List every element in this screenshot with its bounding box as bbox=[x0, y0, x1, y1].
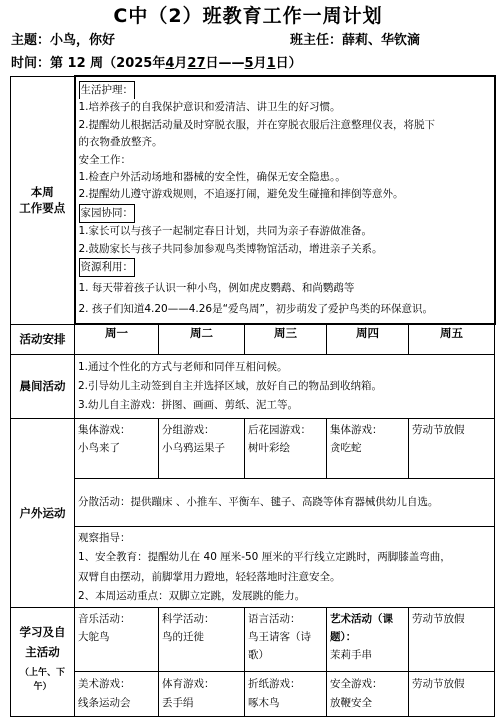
study-name: 鸟王请客（诗 bbox=[248, 630, 311, 643]
study-title-cont: 题）： bbox=[330, 630, 357, 643]
day-wednesday: 周三 bbox=[245, 324, 327, 354]
focus-line: 家园协同： bbox=[79, 204, 491, 223]
day-thursday: 周四 bbox=[327, 324, 409, 354]
outdoor-game-4 bbox=[327, 418, 409, 478]
study-title: 折纸游戏： bbox=[248, 677, 301, 690]
study-cell-2-3 bbox=[245, 671, 327, 716]
end-month: 5 bbox=[244, 56, 254, 71]
outdoor-scatter bbox=[75, 478, 495, 526]
day-friday: 周五 bbox=[409, 324, 495, 354]
start-month: 4 bbox=[165, 56, 175, 71]
outdoor-game-5 bbox=[409, 418, 495, 478]
focus-line: 生活护理： bbox=[79, 81, 491, 99]
teacher-label: 班主任： bbox=[290, 33, 343, 48]
study-name: 丢手绢 bbox=[162, 696, 194, 709]
focus-line: 2.鼓励家长与孩子共同参加参观鸟类博物馆活动，增进亲子关系。 bbox=[78, 242, 383, 255]
study-title: 音乐活动： bbox=[78, 612, 131, 625]
study-label-line-4: 午） bbox=[33, 681, 52, 692]
outdoor-game-2 bbox=[159, 418, 245, 478]
study-label-line-3: （上午、下 bbox=[19, 667, 65, 678]
study-cell-2-4 bbox=[327, 671, 409, 716]
day-tuesday: 周二 bbox=[159, 324, 245, 354]
theme-label: 主题： bbox=[11, 33, 51, 48]
game-title: 分组游戏： bbox=[162, 423, 215, 436]
focus-line: 1.培养孩子的自我保护意识和爱清洁、讲卫生的好习惯。 bbox=[78, 101, 341, 114]
study-name: 鸟的迁徙 bbox=[162, 630, 204, 643]
focus-line: 安全工作： bbox=[78, 153, 131, 166]
outdoor-games-row bbox=[11, 418, 495, 478]
study-label-line-1: 学习及自 bbox=[19, 624, 66, 639]
theme-line bbox=[11, 29, 115, 48]
focus-line: 2.提醒幼儿遵守游戏规则，不追逐打闹，避免发生碰撞和摔倒等意外。 bbox=[78, 188, 404, 201]
theme-value: 小鸟，你好 bbox=[50, 33, 116, 48]
start-day: 27 bbox=[187, 56, 206, 71]
observe-line: 观察指导： bbox=[78, 531, 131, 544]
game-name: 贪吃蛇 bbox=[330, 441, 362, 454]
time-label: 时间： bbox=[11, 56, 51, 71]
study-title: 安全游戏： bbox=[330, 677, 383, 690]
teacher-value: 薛莉、华钦滴 bbox=[342, 33, 421, 48]
study-title: 体育游戏： bbox=[162, 677, 215, 690]
schedule-label: 活动安排 bbox=[11, 324, 75, 354]
study-label-line-2: 主活动 bbox=[25, 644, 60, 659]
month-char-1: 月 bbox=[174, 56, 188, 71]
focus-label-line-2: 工作要点 bbox=[19, 201, 66, 215]
outdoor-observe bbox=[75, 526, 495, 607]
study-cell-1-2 bbox=[159, 607, 245, 671]
outdoor-observe-row bbox=[11, 526, 495, 607]
study-row-2 bbox=[11, 671, 495, 716]
outdoor-scatter-row bbox=[11, 478, 495, 526]
focus-label bbox=[11, 76, 75, 324]
study-title: 科学活动： bbox=[162, 612, 215, 625]
game-title: 集体游戏： bbox=[330, 423, 383, 436]
morning-row bbox=[11, 354, 495, 418]
focus-content bbox=[75, 76, 495, 324]
study-name: 啄木鸟 bbox=[248, 696, 280, 709]
focus-line: 资源利用： bbox=[79, 258, 491, 277]
observe-line: 1、安全教育：提醒幼儿在 40 厘米-50 厘米的平行线立定跳时，两脚膝盖弯曲， bbox=[78, 551, 451, 563]
study-cell-2-2 bbox=[159, 671, 245, 716]
game-name: 小乌鸦运果子 bbox=[162, 441, 225, 454]
study-title: 艺术活动（课 bbox=[330, 612, 393, 625]
focus-line: 2.提醒幼儿根据活动量及时穿脱衣服，并在穿脱衣服后注意整理仪表，将脱下 bbox=[78, 118, 436, 131]
study-title: 语言活动： bbox=[248, 612, 301, 625]
study-row-1 bbox=[11, 607, 495, 671]
day-monday: 周一 bbox=[75, 324, 159, 354]
morning-line: 1.通过个性化的方式与老师和同伴互相问候。 bbox=[78, 360, 288, 373]
study-cell-2-1 bbox=[75, 671, 159, 716]
scatter-text: 分散活动：提供蹦床 、小推车、平衡车、毽子、高跷等体育器械供幼儿自选。 bbox=[78, 496, 439, 508]
game-name: 小鸟来了 bbox=[78, 441, 120, 454]
study-name: 线条运动会 bbox=[78, 696, 131, 709]
teacher-line bbox=[290, 29, 420, 48]
focus-row bbox=[11, 76, 495, 324]
morning-line: 2.引导幼儿主动签到自主并选择区域，放好自己的物品到收纳箱。 bbox=[78, 379, 383, 392]
page-title: C中（2）班教育工作一周计划 bbox=[113, 5, 383, 27]
weekly-plan-table bbox=[10, 75, 496, 717]
observe-line: 双臂自由摆动，前脚掌用力蹬地，轻轻落地时注意安全。 bbox=[78, 570, 341, 583]
outdoor-game-1 bbox=[75, 418, 159, 478]
game-name: 树叶彩绘 bbox=[248, 441, 290, 454]
study-title: 劳动节放假 bbox=[412, 677, 465, 690]
study-name: 茉莉手串 bbox=[330, 648, 372, 661]
study-cell-1-3 bbox=[245, 607, 327, 671]
day-char-1: 日 bbox=[205, 56, 219, 71]
morning-line: 3.幼儿自主游戏：拼图、画画、剪纸、泥工等。 bbox=[78, 398, 299, 411]
study-name: 放鞭安全 bbox=[330, 696, 372, 709]
morning-label: 晨间活动 bbox=[11, 354, 75, 418]
end-day: 1 bbox=[266, 56, 276, 71]
date-dash: —— bbox=[218, 56, 245, 71]
study-cell-2-5 bbox=[409, 671, 495, 716]
focus-line: 2. 孩子们知道4.20——4.26是“爱鸟周”，初步萌发了爱护鸟类的环保意识。 bbox=[78, 302, 433, 315]
study-name: 大鸵鸟 bbox=[78, 630, 110, 643]
study-title: 美术游戏： bbox=[78, 677, 131, 690]
study-cell-1-1 bbox=[75, 607, 159, 671]
day-char-2: 日 bbox=[275, 56, 289, 71]
observe-line: 2、本周运动重点：双脚立定跳，发展跳的能力。 bbox=[78, 590, 306, 602]
study-label bbox=[11, 607, 75, 716]
focus-line: 1.家长可以与孩子一起制定春日计划，共同为亲子春游做准备。 bbox=[78, 225, 373, 238]
game-title: 集体游戏： bbox=[78, 423, 131, 436]
focus-line: 的衣物叠放整齐。 bbox=[78, 136, 163, 149]
game-title: 后花园游戏： bbox=[248, 423, 311, 436]
outdoor-label: 户外运动 bbox=[11, 418, 75, 607]
week-prefix: 第 12 周（2025年 bbox=[50, 56, 166, 71]
month-char-2: 月 bbox=[253, 56, 267, 71]
time-close: ） bbox=[288, 56, 302, 71]
focus-label-line-1: 本周 bbox=[30, 185, 54, 199]
focus-line: 1.检查户外活动场地和器械的安全性，确保无安全隐患。。 bbox=[78, 171, 346, 184]
time-line bbox=[11, 52, 302, 71]
schedule-row bbox=[11, 324, 495, 354]
study-name-cont: 歌） bbox=[248, 648, 269, 661]
outdoor-game-3 bbox=[245, 418, 327, 478]
morning-content bbox=[75, 354, 495, 418]
focus-line: 1. 每天带着孩子认识一种小鸟，例如虎皮鹦鹉、和尚鹦鹉等 bbox=[78, 282, 355, 295]
game-title: 劳动节放假 bbox=[412, 423, 465, 436]
study-cell-1-4 bbox=[327, 607, 409, 671]
study-cell-1-5 bbox=[409, 607, 495, 671]
study-title: 劳动节放假 bbox=[412, 612, 465, 625]
